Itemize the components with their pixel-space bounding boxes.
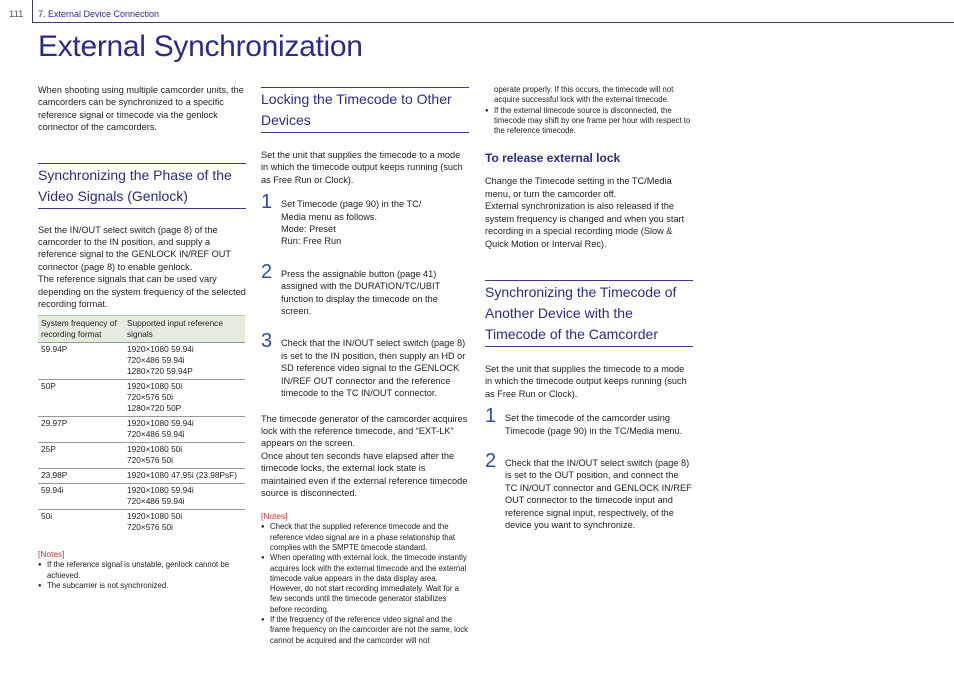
- header-rule: [32, 22, 954, 23]
- step-number: 1: [485, 405, 497, 428]
- column-left: [38, 84, 246, 591]
- table-cell-signals: [124, 380, 245, 417]
- reference-signal-table: [38, 315, 245, 535]
- step-number: 2: [261, 260, 273, 283]
- step-text: Set the timecode of the camcorder using Timecode (page 90) in the TC/Media menu.: [505, 413, 683, 436]
- note-continuation: operate properly. If this occurs, the timecode will not acquire successful lock with the external timecode.: [494, 85, 674, 105]
- sync-other-heading: Synchronizing the Timecode of Another Device with the Timecode of the Camcorder: [485, 280, 693, 347]
- locking-step-1: [261, 191, 469, 248]
- release-body1: Change the Timecode setting in the TC/Media menu, or turn the camcorder off.: [485, 176, 672, 199]
- genlock-heading: Synchronizing the Phase of the Video Signals (Genlock): [38, 163, 246, 209]
- page-header: [0, 0, 954, 24]
- signal-line: 1920×1080 59.94i: [127, 485, 194, 496]
- note-item: ● When operating with external lock, the timecode instantly acquires lock with the external timecode and the external timecode value appears in the data display area. However, do not start recording immediately. Wait for a few seconds until the timecode generator stabilizes before recording.: [261, 553, 469, 615]
- header-divider: [32, 0, 33, 22]
- table-cell-signals: [124, 443, 245, 469]
- genlock-notes: [38, 560, 246, 591]
- sync-other-intro: Set the unit that supplies the timecode to a mode in which the timecode output keeps running (such as Free Run or Clock).: [485, 363, 687, 399]
- step-text: Check that the IN/OUT select switch (page 8) is set to the OUT position, and connect the TC IN/OUT connector and GENLOCK IN/REF OUT connector to the timecode input and reference signal input, respectively, of the device you want to synchronize.: [505, 457, 692, 530]
- table-row: [38, 417, 245, 443]
- step-number: 2: [485, 449, 497, 472]
- signal-line: 1920×1080 50i: [127, 511, 183, 522]
- table-cell-frequency: 25P: [38, 443, 124, 469]
- locking-notes: [261, 522, 469, 646]
- signal-line: 1280×720 59.94P: [127, 366, 193, 377]
- signal-line: 1920×1080 47.95i (23.98PsF): [127, 470, 238, 481]
- step-line: Mode: Preset: [281, 224, 336, 235]
- table-row: [38, 443, 245, 469]
- signal-line: 720×486 59.94i: [127, 429, 185, 440]
- step-line: Set Timecode (page 90) in the TC/: [281, 199, 422, 210]
- note-item: ● Check that the supplied reference timecode and the reference video signal are in a phase relationship that complies with the SMPTE timecode standard.: [261, 522, 469, 553]
- table-header-row: [38, 316, 245, 343]
- locking-heading: Locking the Timecode to Other Devices: [261, 87, 469, 133]
- step-line: Run: Free Run: [281, 236, 342, 247]
- sync-step-2: [485, 449, 693, 531]
- locking-notes-cont: [485, 106, 693, 137]
- signal-line: 720×576 50i: [127, 392, 173, 403]
- table-row: [38, 343, 245, 380]
- signal-line: 720×576 50i: [127, 455, 173, 466]
- locking-after1: The timecode generator of the camcorder acquires lock with the reference timecode, and “EXT-LK” appears on the screen.: [261, 413, 468, 449]
- chapter-link[interactable]: 7. External Device Connection: [38, 9, 160, 19]
- table-header-signals: Supported input reference signals: [124, 316, 245, 343]
- locking-intro: Set the unit that supplies the timecode to a mode in which the timecode output keeps running (such as Free Run or Clock).: [261, 150, 463, 185]
- table-row: [38, 469, 245, 484]
- signal-line: 1920×1080 59.94i: [127, 344, 194, 355]
- sync-step-1: [485, 405, 693, 437]
- genlock-body2: The reference signals that can be used vary depending on the system frequency of the selected recording format.: [38, 274, 246, 310]
- step-number: 3: [261, 330, 273, 353]
- step-number: 1: [261, 191, 273, 214]
- intro-text: When shooting using multiple camcorder units, the camcorders can be synchronized to a specific reference signal or timecode via the genlock connector of the camcorders.: [38, 85, 244, 133]
- step-text: Press the assignable button (page 41) assigned with the DURATION/TC/UBIT function to display the timecode on the screen.: [281, 268, 440, 317]
- page-title: External Synchronization: [38, 30, 363, 63]
- signal-line: 1920×1080 50i: [127, 381, 183, 392]
- table-row: [38, 510, 245, 536]
- table-row: [38, 484, 245, 510]
- table-header-frequency: System frequency of recording format: [38, 316, 124, 343]
- release-heading: To release external lock: [485, 151, 621, 166]
- release-body2: External synchronization is also released if the system frequency is changed and when you start recording in a special recording mode (Slow & Quick Motion or Interval Rec).: [485, 201, 685, 249]
- locking-notes-label: [Notes]: [261, 511, 288, 522]
- table-row: [38, 380, 245, 417]
- locking-step-2: [261, 260, 469, 318]
- note-item: ● If the reference signal is unstable, genlock cannot be achieved.: [38, 560, 246, 581]
- column-right: [485, 85, 693, 531]
- table-cell-frequency: 29.97P: [38, 417, 124, 443]
- table-cell-frequency: 59.94P: [38, 343, 124, 380]
- step-text: Check that the IN/OUT select switch (page 8) is set to the IN position, then supply an HD or SD reference video signal to the GENLOCK IN/REF OUT connector and the reference timecode to the TC IN/OUT connector.: [281, 338, 466, 399]
- column-middle: [261, 87, 469, 646]
- signal-line: 1280×720 50P: [127, 403, 182, 414]
- table-cell-signals: [124, 510, 245, 536]
- table-cell-signals: [124, 469, 245, 484]
- table-cell-frequency: 23.98P: [38, 469, 124, 484]
- signal-line: 720×486 59.94i: [127, 355, 185, 366]
- signal-line: 720×486 59.94i: [127, 496, 185, 507]
- page-number: 111: [9, 9, 24, 20]
- step-line: Media menu as follows.: [281, 211, 378, 222]
- signal-line: 720×576 50i: [127, 522, 173, 533]
- genlock-notes-label: [Notes]: [38, 549, 65, 560]
- table-cell-signals: [124, 484, 245, 510]
- genlock-body1: Set the IN/OUT select switch (page 8) of the camcorder to the IN position, and supply a reference signal to the GENLOCK IN/REF OUT connector (page 8) to enable genlock.: [38, 224, 231, 272]
- table-cell-signals: [124, 343, 245, 380]
- note-item: ● If the external timecode source is disconnected, the timecode may shift by one frame per hour with respect to the reference timecode.: [485, 106, 693, 137]
- signal-line: 1920×1080 50i: [127, 444, 183, 455]
- locking-after2: Once about ten seconds have elapsed after the timecode locks, the external lock state is maintained even if the external reference timecode source is disconnected.: [261, 450, 468, 498]
- table-cell-signals: [124, 417, 245, 443]
- table-cell-frequency: 59.94i: [38, 484, 124, 510]
- table-cell-frequency: 50i: [41, 511, 53, 522]
- table-cell-frequency: 50P: [38, 380, 124, 417]
- note-item: ● If the frequency of the reference video signal and the frame frequency on the camcorder are not the same, lock cannot be acquired and the camcorder will not: [261, 615, 469, 646]
- signal-line: 1920×1080 59.94i: [127, 418, 194, 429]
- note-item: ● The subcarrier is not synchronized.: [38, 581, 246, 591]
- locking-step-3: [261, 330, 469, 399]
